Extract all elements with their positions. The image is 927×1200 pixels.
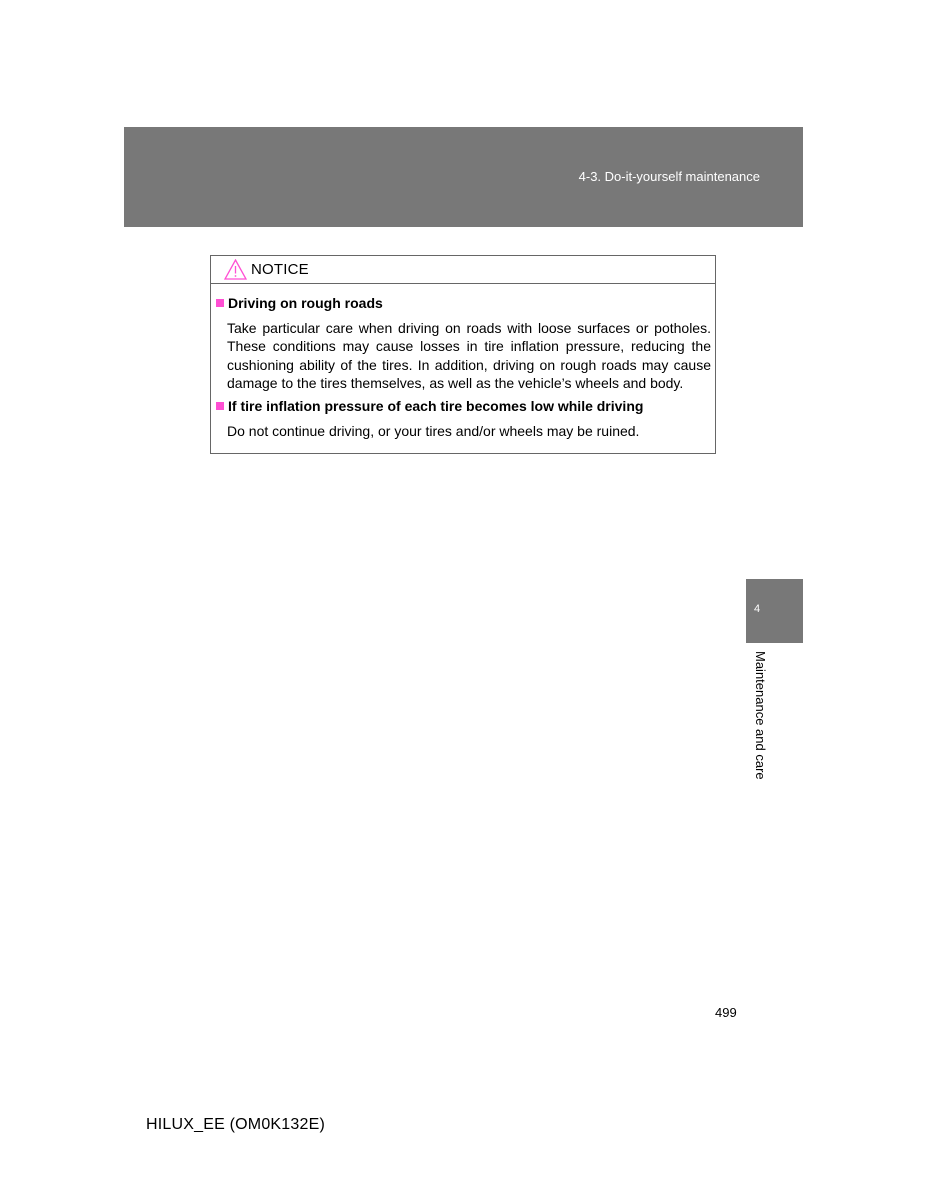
notice-item-heading-text: Driving on rough roads [228, 295, 383, 311]
notice-title: NOTICE [251, 261, 309, 278]
square-bullet-icon [216, 402, 224, 410]
document-code: HILUX_EE (OM0K132E) [146, 1116, 325, 1133]
header-band [124, 127, 803, 227]
notice-item-heading [216, 398, 643, 414]
notice-item-text: Take particular care when driving on roads with loose surfaces or potholes. These conditions may cause losses in tire inflation pressure, reducing the cushioning ability of the tires. In addition, driving on rough roads may cause damage to the tires themselves, as well as the vehicle’s wheels and body. [227, 320, 711, 391]
square-bullet-icon [216, 299, 224, 307]
section-title: 4-3. Do-it-yourself maintenance [578, 169, 760, 184]
warning-triangle-icon [224, 259, 247, 280]
notice-item-heading [216, 295, 383, 311]
chapter-tab [746, 579, 803, 643]
notice-item-text: Do not continue driving, or your tires and/or wheels may be ruined. [227, 423, 640, 439]
page-number: 499 [715, 1005, 737, 1020]
chapter-title: Maintenance and care [753, 651, 768, 780]
notice-box [210, 255, 716, 454]
notice-item-heading-text: If tire inflation pressure of each tire becomes low while driving [228, 398, 644, 414]
notice-header [211, 256, 715, 284]
chapter-number: 4 [754, 603, 761, 615]
